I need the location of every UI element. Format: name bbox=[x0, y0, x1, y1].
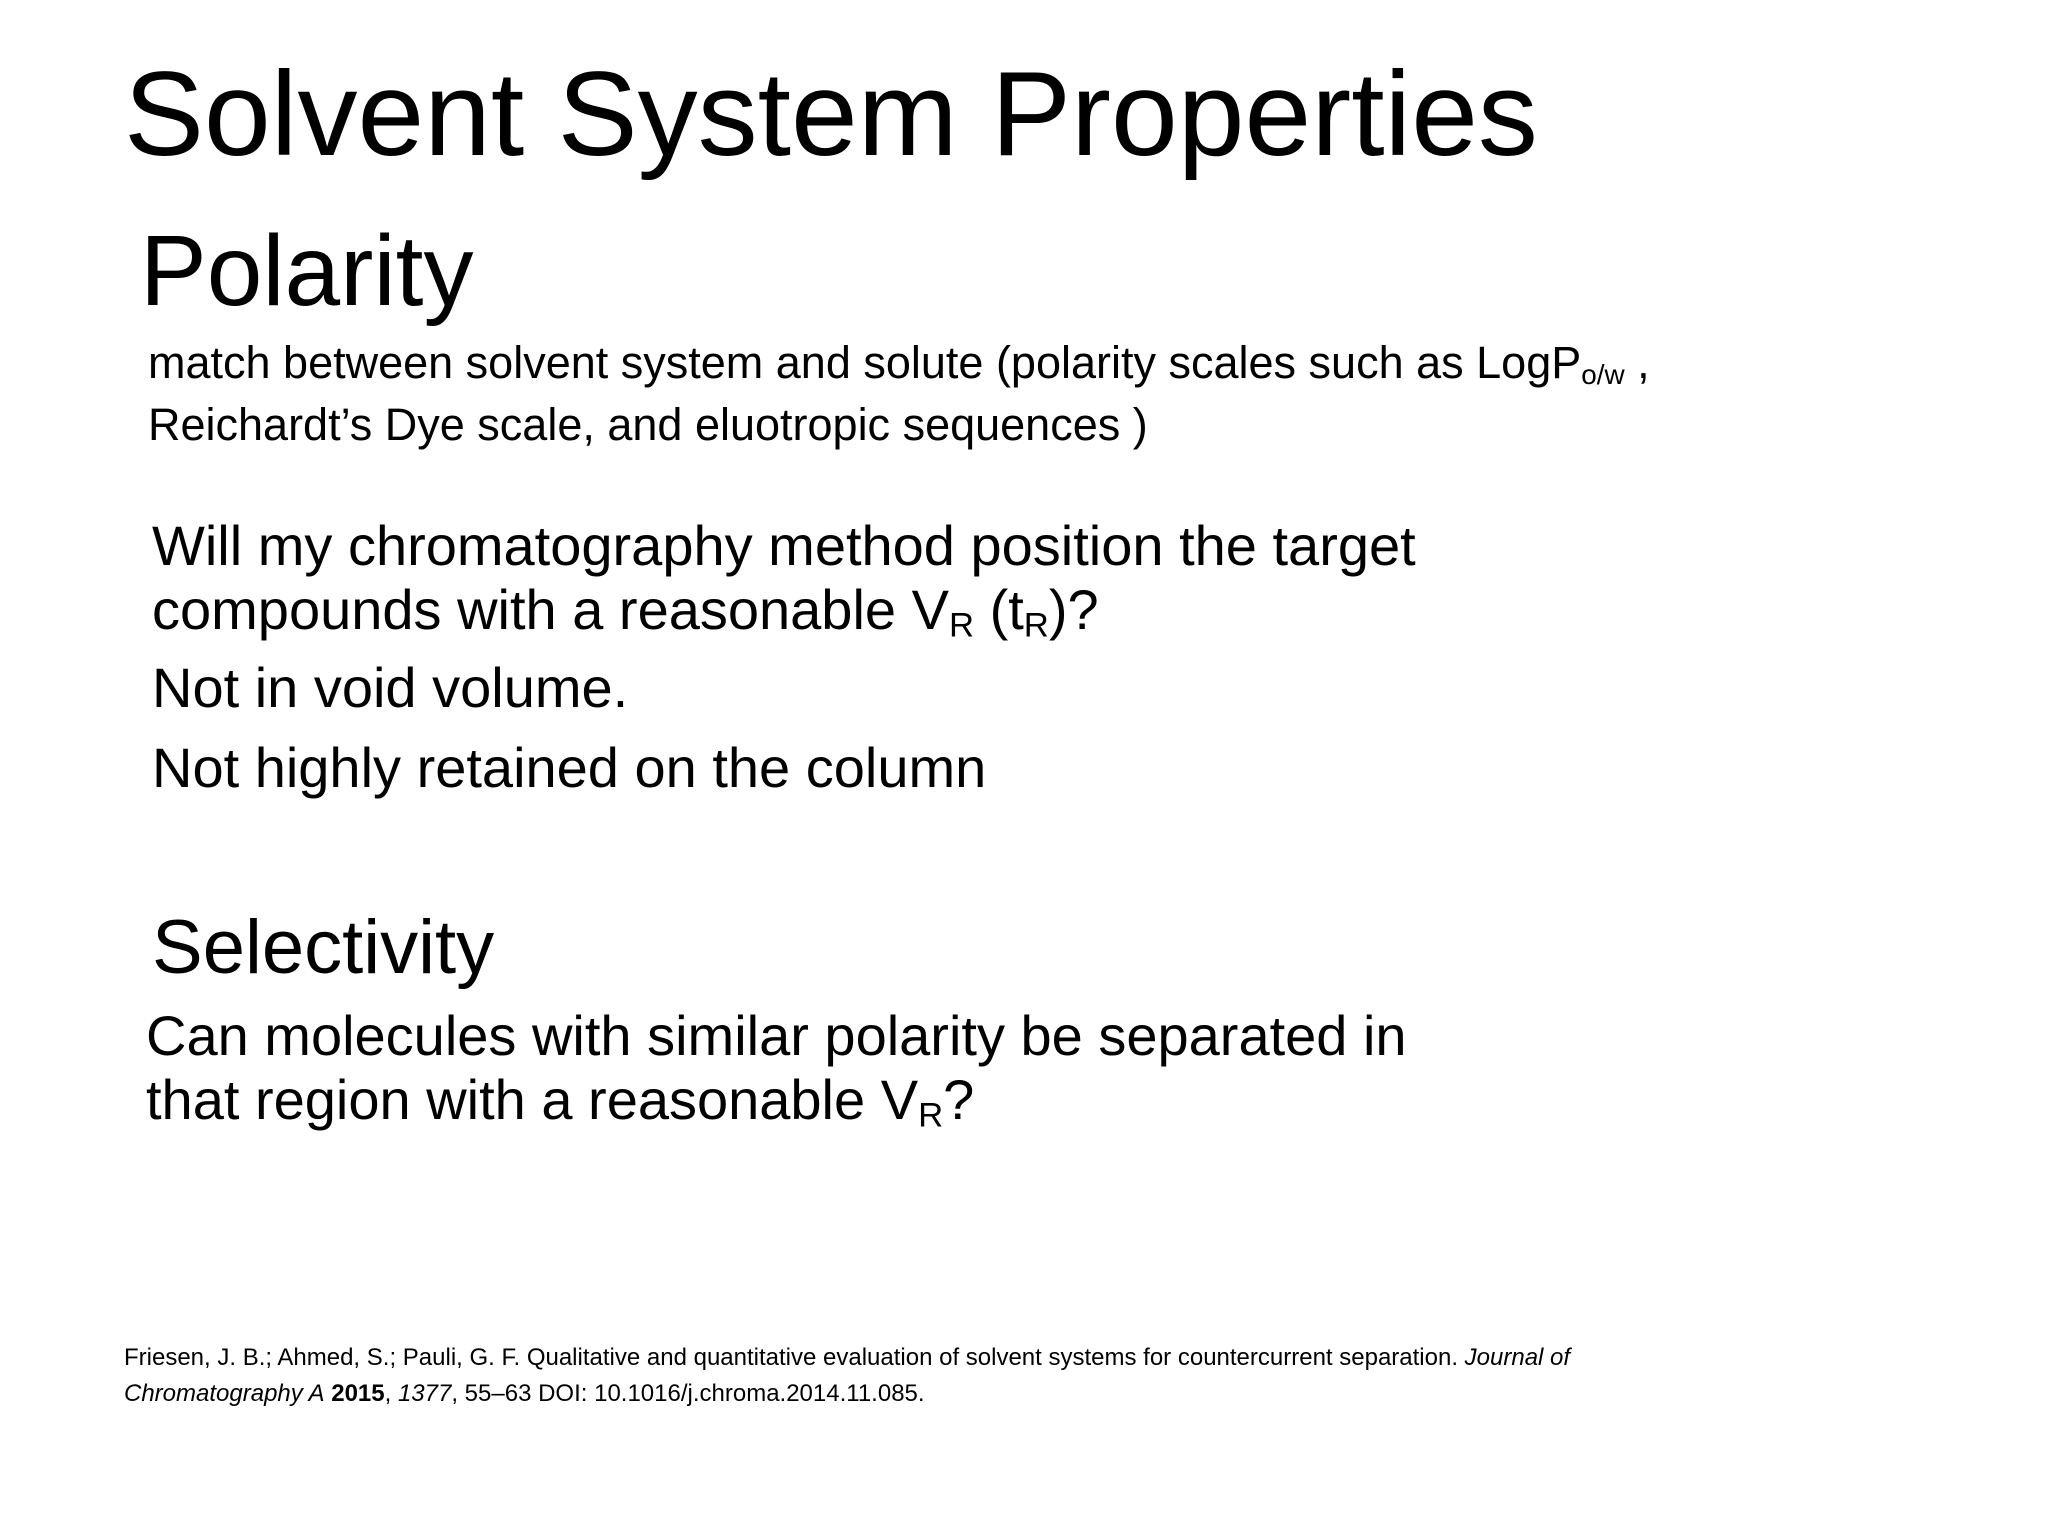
reference-citation bbox=[124, 1340, 1570, 1412]
polarity-description bbox=[148, 332, 1650, 456]
polarity-heading: Polarity bbox=[140, 215, 474, 327]
polarity-description-line-2: Reichardt’s Dye scale, and eluotropic sequences ) bbox=[148, 399, 1148, 450]
reference-line-1: Friesen, J. B.; Ahmed, S.; Pauli, G. F. Qualitative and quantitative evaluation of solvent systems for countercurrent separation. Journal of bbox=[124, 1344, 1571, 1371]
slide-title: Solvent System Properties bbox=[124, 47, 1538, 181]
polarity-question-line-1: Will my chromatography method position the target bbox=[152, 514, 1416, 577]
journal-name: Journal of bbox=[1464, 1344, 1571, 1371]
reference-line-2: Chromatography A 2015, 1377, 55–63 DOI: 10.1016/j.chroma.2014.11.085. bbox=[124, 1380, 925, 1407]
polarity-point-void-volume: Not in void volume. bbox=[152, 656, 629, 719]
selectivity-heading: Selectivity bbox=[152, 905, 495, 990]
polarity-question bbox=[152, 514, 1416, 645]
selectivity-question-line-2: that region with a reasonable $V_R$? bbox=[146, 1068, 975, 1135]
tr-subscript: R bbox=[1023, 606, 1049, 645]
logp-subscript: o/w bbox=[1581, 359, 1625, 391]
vr-subscript: R bbox=[948, 606, 975, 645]
selectivity-question bbox=[146, 1004, 1407, 1135]
vr-subscript: R bbox=[918, 1096, 944, 1135]
polarity-point-retention: Not highly retained on the column bbox=[152, 736, 987, 799]
polarity-description-line-1: match between solvent system and solute (polarity scales such as LogP$_{o/w}$ , bbox=[148, 337, 1650, 391]
volume-number: 1377 bbox=[397, 1380, 452, 1407]
selectivity-question-line-1: Can molecules with similar polarity be separated in bbox=[146, 1004, 1407, 1067]
publication-year: 2015 bbox=[331, 1380, 385, 1407]
polarity-question-line-2: compounds with a reasonable $V_R$ $(t_R)$? bbox=[152, 578, 1099, 645]
journal-name-cont: Chromatography A bbox=[124, 1380, 325, 1407]
